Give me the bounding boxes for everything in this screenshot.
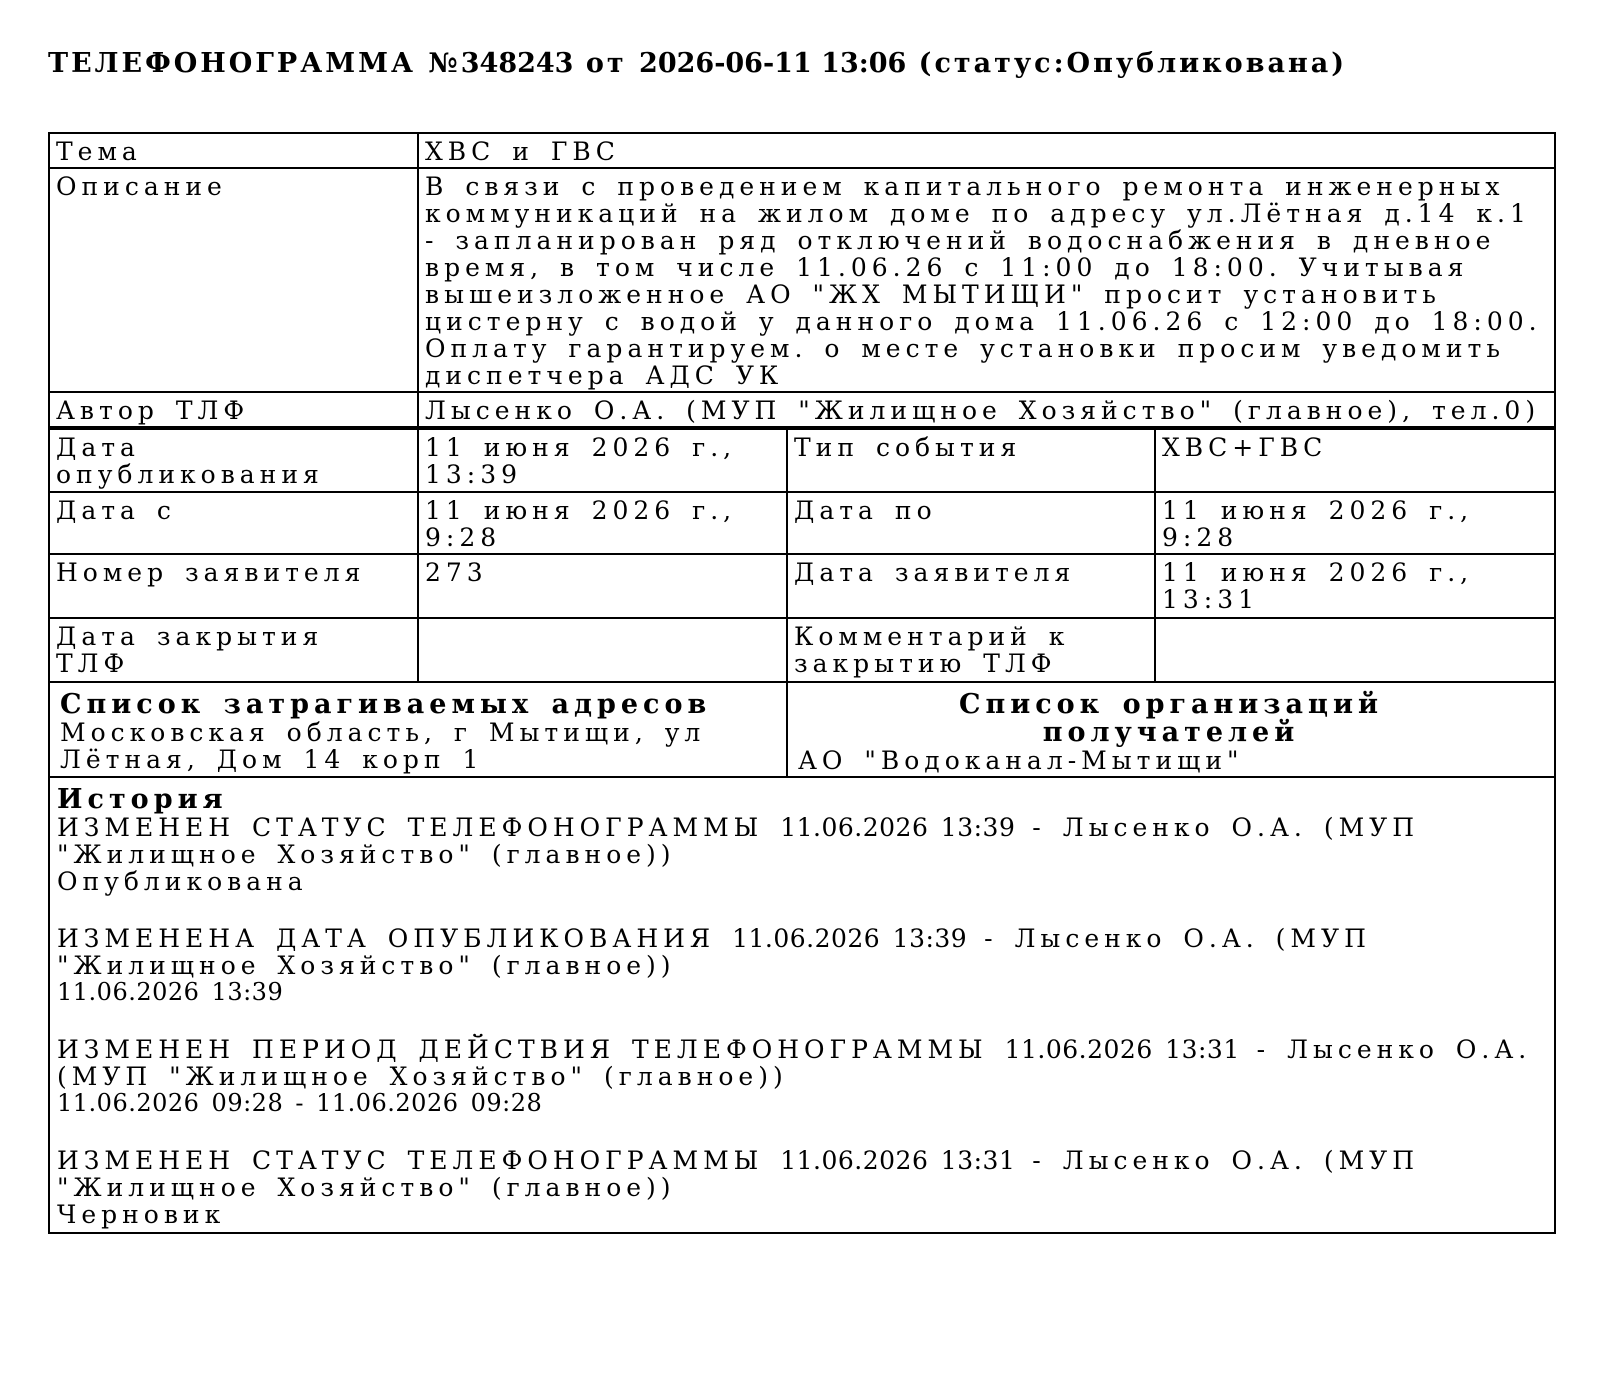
row-published — [49, 428, 1555, 492]
topic-label: Тема — [49, 133, 418, 168]
title-from: от — [585, 48, 627, 79]
title-number: 348243 — [460, 48, 574, 79]
history-entry: ИЗМЕНЕНА ДАТА ОПУБЛИКОВАНИЯ 11.06.2026 13:39 - Лысенко О.А. (МУП "Жилищное Хозяйство" (главное)) 11.06.2026 13:39 — [57, 925, 1544, 1006]
applicant-date-label: Дата заявителя — [787, 554, 1155, 618]
history-action: ИЗМЕНЕН СТАТУС ТЕЛЕФОНОГРАММЫ — [57, 1146, 764, 1175]
published-label: Дата опубликования — [49, 428, 418, 492]
row-author — [49, 392, 1555, 428]
history-value: 11.06.2026 13:39 — [57, 978, 284, 1006]
history-datetime: 11.06.2026 13:31 — [1004, 1035, 1240, 1064]
row-applicant — [49, 554, 1555, 618]
title-status-label: статус — [934, 48, 1054, 79]
addresses-title: Список затрагиваемых адресов — [60, 689, 712, 720]
row-topic — [49, 133, 1555, 168]
history-value: 11.06.2026 09:28 - 11.06.2026 09:28 — [57, 1089, 543, 1117]
history-action: ИЗМЕНЕНА ДАТА ОПУБЛИКОВАНИЯ — [57, 924, 716, 953]
row-history — [49, 777, 1555, 1233]
title-status-value: Опубликована — [1066, 48, 1332, 79]
applicant-number-value: 273 — [418, 554, 787, 618]
row-closing — [49, 618, 1555, 682]
history-entry: ИЗМЕНЕН ПЕРИОД ДЕЙСТВИЯ ТЕЛЕФОНОГРАММЫ 11.06.2026 13:31 - Лысенко О.А. (МУП "Жилищное Хозяйство" (главное)) 11.06.2026 09:28 - 11.06.2026 09:28 — [57, 1036, 1544, 1117]
close-comment-value — [1155, 618, 1555, 682]
description-value: В связи с проведением капитального ремонта инженерных коммуникаций на жилом доме по адресу ул.Лётная д.14 к.1 - запланирован ряд отключений водоснабжения в дневное время, в том числе 11.06.26 с 11:00 до 18:00. Учитывая вышеизложенное АО "ЖХ МЫТИЩИ" просит установить цистерну с водой у данного дома 11.06.26 с 12:00 до 18:00. Оплату гарантируем. о месте установки просим уведомить диспетчера АДС УК — [418, 168, 1555, 392]
title-prefix: ТЕЛЕФОНОГРАММА № — [48, 48, 461, 79]
row-dates — [49, 492, 1555, 554]
organizations-title: Список организаций получателей — [958, 689, 1384, 748]
published-value: 11 июня 2026 г., 13:39 — [418, 428, 787, 492]
organizations-cell — [787, 682, 1555, 777]
document-title: ТЕЛЕФОНОГРАММА №348243 от 2026-06-11 13:06 (статус:Опубликована) — [48, 48, 1347, 79]
history-action: ИЗМЕНЕН ПЕРИОД ДЕЙСТВИЯ ТЕЛЕФОНОГРАММЫ — [57, 1035, 988, 1064]
event-type-label: Тип события — [787, 428, 1155, 492]
description-label: Описание — [49, 168, 418, 392]
row-lists — [49, 682, 1555, 777]
history-cell — [49, 777, 1555, 1233]
author-label: Автор ТЛФ — [49, 392, 418, 428]
date-from-value: 11 июня 2026 г., 9:28 — [418, 492, 787, 554]
date-to-label: Дата по — [787, 492, 1155, 554]
history-entry: ИЗМЕНЕН СТАТУС ТЕЛЕФОНОГРАММЫ 11.06.2026 13:31 - Лысенко О.А. (МУП "Жилищное Хозяйство" (главное)) Черновик — [57, 1147, 1544, 1228]
date-from-label: Дата с — [49, 492, 418, 554]
close-comment-label: Комментарий к закрытию ТЛФ — [787, 618, 1155, 682]
telephonogram-table — [48, 132, 1556, 1234]
addresses-cell — [49, 682, 787, 777]
history-entry: ИЗМЕНЕН СТАТУС ТЕЛЕФОНОГРАММЫ 11.06.2026 13:39 - Лысенко О.А. (МУП "Жилищное Хозяйство" (главное)) Опубликована — [57, 814, 1544, 895]
history-author: Лысенко О.А. (МУП "Жилищное Хозяйство" (главное)) — [57, 1035, 1532, 1091]
history-title: История — [57, 784, 228, 815]
history-value: Опубликована — [57, 867, 308, 896]
address-item: Московская область, г Мытищи, ул Лётная, Дом 14 корп 1 — [60, 718, 706, 774]
organization-item: АО "Водоканал-Мытищи" — [798, 746, 1244, 775]
event-type-value: ХВС+ГВС — [1155, 428, 1555, 492]
title-datetime: 2026-06-11 13:06 — [639, 48, 907, 79]
close-date-value — [418, 618, 787, 682]
close-date-label: Дата закрытия ТЛФ — [49, 618, 418, 682]
row-description — [49, 168, 1555, 392]
applicant-number-label: Номер заявителя — [49, 554, 418, 618]
history-author: Лысенко О.А. (МУП "Жилищное Хозяйство" (главное)) — [57, 924, 1371, 980]
history-author: Лысенко О.А. (МУП "Жилищное Хозяйство" (главное)) — [57, 813, 1420, 869]
date-to-value: 11 июня 2026 г., 9:28 — [1155, 492, 1555, 554]
history-datetime: 11.06.2026 13:39 — [780, 813, 1016, 842]
history-action: ИЗМЕНЕН СТАТУС ТЕЛЕФОНОГРАММЫ — [57, 813, 764, 842]
history-author: Лысенко О.А. (МУП "Жилищное Хозяйство" (главное)) — [57, 1146, 1420, 1202]
history-datetime: 11.06.2026 13:39 — [732, 924, 968, 953]
applicant-date-value: 11 июня 2026 г., 13:31 — [1155, 554, 1555, 618]
history-datetime: 11.06.2026 13:31 — [780, 1146, 1016, 1175]
author-value: Лысенко О.А. (МУП "Жилищное Хозяйство" (главное), тел.0) — [418, 392, 1555, 428]
history-value: Черновик — [57, 1200, 226, 1229]
topic-value: ХВС и ГВС — [418, 133, 1555, 168]
